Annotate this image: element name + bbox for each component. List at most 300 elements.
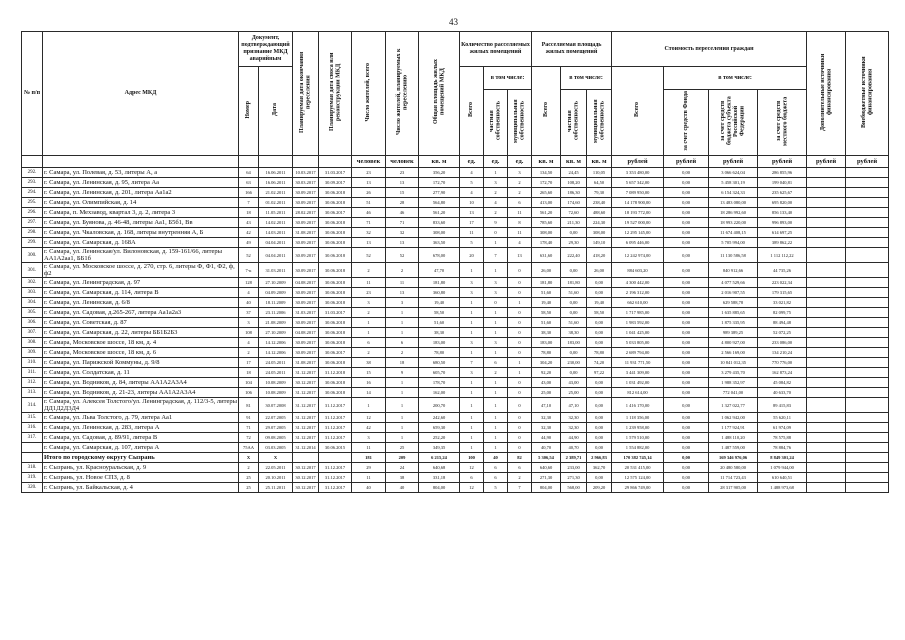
table-cell: 31.12.2017 (293, 388, 319, 398)
address-cell: г. Самара, Московское шоссе, 18 км, д. 4 (43, 338, 239, 348)
table-cell: 32,30 (532, 423, 561, 433)
table-cell: 0,00 (664, 208, 709, 218)
table-row (22, 308, 889, 318)
table-cell (807, 278, 846, 288)
table-cell (807, 208, 846, 218)
address-cell: г. Самара, п. Мехзавод, квартал 3, д. 2, литера 3 (43, 208, 239, 218)
table-cell: 149,10 (587, 238, 612, 248)
table-cell: 199 040,81 (758, 178, 807, 188)
table-cell: 0,00 (664, 463, 709, 473)
table-cell: 42 (239, 228, 259, 238)
table-cell: 51,60 (419, 318, 460, 328)
unit-cell: рублей (846, 156, 889, 168)
table-cell: 31.12.2017 (319, 473, 352, 483)
col-rooms-municipal-header: муниципальная собственность (508, 90, 532, 156)
table-cell: 38,30 (532, 328, 561, 338)
table-cell: 30.09.2017 (293, 263, 319, 278)
col-cost-local-header: за счет средств местного бюджета (758, 90, 807, 156)
table-cell: 1 (484, 388, 508, 398)
table-cell: 32 (352, 228, 386, 238)
table-cell: 614 697,25 (758, 228, 807, 238)
table-cell: 0,00 (664, 178, 709, 188)
table-cell: 72 (239, 433, 259, 443)
col-planned-demolish-header: Планируемая дата сноса или реконструкции МКД (319, 32, 352, 156)
table-cell: 0,00 (561, 298, 587, 308)
row-number-cell: 301. (22, 263, 43, 278)
table-cell: 0,00 (587, 423, 612, 433)
table-cell: 30.06.2018 (319, 378, 352, 388)
table-cell: 58,50 (587, 308, 612, 318)
table-row (22, 358, 889, 368)
table-cell: 0,00 (664, 228, 709, 238)
table-cell: 30.06.2018 (319, 228, 352, 238)
table-cell (807, 168, 846, 178)
table-cell: 31.08.2017 (293, 228, 319, 238)
address-cell: г. Самара, ул. Ленинская, д. 201, литера Аа1а2 (43, 188, 239, 198)
table-cell: 04.08.2017 (293, 278, 319, 288)
table-cell: 1 (484, 348, 508, 358)
table-cell: 4 (484, 198, 508, 208)
table-cell: 51,60 (561, 318, 587, 328)
table-cell: 22.07.2005 (259, 413, 293, 423)
table-cell: 0,00 (587, 443, 612, 453)
table-cell: 28.02.2017 (293, 208, 319, 218)
col-planned-end-header: Планируемая дата окончания переселения (293, 32, 319, 156)
table-cell: 40 (484, 453, 508, 463)
table-cell: 6 (484, 463, 508, 473)
table-cell (846, 358, 889, 368)
table-cell: 18 (386, 358, 419, 368)
table-cell (846, 328, 889, 338)
table-cell: 804,00 (532, 483, 561, 493)
table-cell: 23 (352, 288, 386, 298)
table-cell: 0 (508, 433, 532, 443)
table-cell: 78 884,76 (758, 443, 807, 453)
row-number-cell: 303. (22, 288, 43, 298)
table-row (22, 433, 889, 443)
table-cell: 0,00 (664, 298, 709, 308)
header-row-1 (22, 32, 889, 67)
table-cell: 74,20 (587, 358, 612, 368)
table-cell: 0,00 (587, 413, 612, 423)
table-cell: 3 279 435,70 (709, 368, 758, 378)
table-cell: 12 242 974,00 (612, 248, 664, 263)
table-cell: 2 196 312,00 (612, 288, 664, 298)
table-cell (846, 483, 889, 493)
table-cell: Х (239, 453, 259, 463)
address-cell: г. Самара, ул. Самарская, д. 107, литера А (43, 443, 239, 453)
table-cell: 16 (352, 378, 386, 388)
table-cell: 32,30 (561, 423, 587, 433)
table-cell: 5 (460, 178, 484, 188)
table-cell: 989 389,25 (709, 328, 758, 338)
col-num-header: № п/п (22, 32, 43, 156)
col-cost-incl-header: в том числе: (664, 67, 807, 90)
table-cell: 30.09.2017 (293, 318, 319, 328)
col-area-private-header: частная собственность (561, 90, 587, 156)
table-cell: 6 (386, 338, 419, 348)
table-cell: 7 089 950,00 (612, 188, 664, 198)
table-cell: 10 (460, 198, 484, 208)
table-cell: 181,80 (419, 278, 460, 288)
row-number-cell: 309. (22, 348, 43, 358)
table-cell: 0 (508, 413, 532, 423)
table-cell: 40 633,70 (758, 388, 807, 398)
address-cell: г. Самара, ул. Водников, д. 21-23, литеры АА1А2А3А4 (43, 388, 239, 398)
col-area-total-header: Общая площадь жилых помещений МКД (419, 32, 460, 156)
table-cell: 840 912,66 (709, 263, 758, 278)
table-cell: 58,50 (532, 308, 561, 318)
table-cell: 11 (460, 228, 484, 238)
table-cell (807, 348, 846, 358)
table-cell: 785,60 (532, 218, 561, 228)
table-cell: 20 531 415,00 (612, 463, 664, 473)
table-cell: 91 (239, 413, 259, 423)
table-cell: 5 033 805,00 (612, 338, 664, 348)
table-cell (846, 463, 889, 473)
table-cell: 0,00 (587, 278, 612, 288)
table-cell: 4 077 529,66 (709, 278, 758, 288)
unit-cell (239, 156, 259, 168)
table-cell (846, 338, 889, 348)
table-cell (807, 188, 846, 198)
table-cell: 110,05 (587, 168, 612, 178)
table-cell: 52 (352, 248, 386, 263)
col-cost-group-header: Стоимость переселения граждан (612, 32, 807, 67)
table-cell: 40 (239, 298, 259, 308)
col-cost-subject-header: за счет средств бюджета субъекта Российской Федерации (709, 90, 758, 156)
address-cell: г. Самара, ул. Парижской Коммуны, д. 9/8 (43, 358, 239, 368)
table-cell: 32,30 (532, 413, 561, 423)
table-cell: 640,68 (419, 463, 460, 473)
table-cell: 12 (460, 483, 484, 493)
table-cell: 183,00 (532, 338, 561, 348)
table-cell: 2 (508, 178, 532, 188)
table-cell: 1 (484, 433, 508, 443)
table-cell (807, 423, 846, 433)
table-cell: 349,35 (419, 443, 460, 453)
table-cell: 30.09.2017 (293, 238, 319, 248)
table-cell: 30.06.2017 (319, 208, 352, 218)
table-cell: 10.08.2009 (259, 378, 293, 388)
table-cell: 25,00 (532, 388, 561, 398)
table-cell: 884 603,20 (612, 263, 664, 278)
table-cell (846, 288, 889, 298)
table-cell (846, 188, 889, 198)
table-cell: 2 566 169,00 (709, 348, 758, 358)
row-number-cell: 311. (22, 368, 43, 378)
table-cell: 0,00 (664, 453, 709, 463)
table-cell: 13 (460, 208, 484, 218)
table-cell (846, 433, 889, 443)
col-address-header: Адрес МКД (43, 32, 239, 156)
row-number-cell: 307. (22, 328, 43, 338)
col-rooms-private-header: частная собственность (484, 90, 508, 156)
table-cell: 629 588,78 (709, 298, 758, 308)
table-cell (807, 473, 846, 483)
table-cell: 1 (460, 318, 484, 328)
table-cell: 38,30 (419, 328, 460, 338)
table-cell: 0,00 (587, 338, 612, 348)
table-cell: 1 (460, 433, 484, 443)
table-cell: 1 (484, 443, 508, 453)
table-cell: 0 (508, 378, 532, 388)
table-cell: 11 (352, 443, 386, 453)
table-cell: 72,60 (561, 208, 587, 218)
table-cell (807, 378, 846, 388)
table-cell: 30.06.2015 (319, 443, 352, 453)
resettlement-table (21, 31, 889, 493)
table-cell (807, 228, 846, 238)
table-cell: 04.04.2011 (259, 248, 293, 263)
table-cell: 31.03.2017 (319, 308, 352, 318)
table-cell: 356,20 (419, 168, 460, 178)
table-cell: 0,00 (587, 388, 612, 398)
unit-cell: кв. м (561, 156, 587, 168)
table-cell: 0 (508, 263, 532, 278)
row-number-cell: 294. (22, 188, 43, 198)
table-cell: 1 (484, 168, 508, 178)
table-cell (846, 368, 889, 378)
table-cell: 13 (352, 238, 386, 248)
unit-cell: рублей (709, 156, 758, 168)
row-number-cell: 319. (22, 473, 43, 483)
table-cell (846, 278, 889, 288)
table-cell: 12 (460, 463, 484, 473)
table-cell: 30.06.2018 (319, 358, 352, 368)
table-cell: 9 (484, 218, 508, 228)
table-cell: 308,00 (532, 228, 561, 238)
table-cell: 104 (239, 378, 259, 388)
table-cell: 89 415,83 (758, 398, 807, 413)
table-cell: 44,90 (532, 433, 561, 443)
table-cell: 2 (484, 208, 508, 218)
table-cell: 11 714 723,43 (709, 473, 758, 483)
table-cell: 82 099,75 (758, 308, 807, 318)
table-cell: 610 640,51 (758, 473, 807, 483)
table-cell: 1 487 559,00 (709, 443, 758, 453)
table-cell: 1 (460, 328, 484, 338)
table-cell: 10.08.2009 (259, 388, 293, 398)
table-cell: 22.05.2011 (259, 463, 293, 473)
table-cell: 82 (508, 453, 532, 463)
table-cell: Х (259, 453, 293, 463)
table-cell: 3 (352, 298, 386, 308)
table-cell: 233,00 (561, 463, 587, 473)
table-row (22, 278, 889, 288)
table-cell: 1 (460, 388, 484, 398)
table-cell (846, 198, 889, 208)
table-cell: 29,30 (561, 238, 587, 248)
table-cell: 31.12.2017 (319, 463, 352, 473)
table-cell: 14.03.2011 (259, 228, 293, 238)
table-cell: 31.12.2017 (319, 433, 352, 443)
table-cell: 13 (386, 238, 419, 248)
table-cell: 0 (484, 298, 508, 308)
table-cell: 605,70 (419, 368, 460, 378)
table-cell: 1 (460, 398, 484, 413)
table-row (22, 248, 889, 263)
table-cell: 2 (484, 188, 508, 198)
table-cell: 29.07.2005 (259, 423, 293, 433)
address-cell: г. Самара, ул. Ленинская, д. 6/8 (43, 298, 239, 308)
table-cell: 1 (386, 308, 419, 318)
table-cell: 5 705 994,00 (709, 238, 758, 248)
table-cell: 12 (352, 413, 386, 423)
table-cell: 1 062 942,00 (709, 413, 758, 423)
unit-cell: человек (386, 156, 419, 168)
table-cell (807, 298, 846, 308)
table-cell: 43,00 (561, 378, 587, 388)
table-cell: 178,70 (419, 378, 460, 388)
table-cell: 304,20 (532, 358, 561, 368)
table-cell: 1 (352, 318, 386, 328)
table-cell: 230,00 (561, 358, 587, 368)
table-cell: 11 (508, 208, 532, 218)
table-cell: 21.02.2011 (259, 188, 293, 198)
table-cell: 1 416 170,00 (612, 398, 664, 413)
table-cell (846, 168, 889, 178)
table-cell: 680,50 (419, 358, 460, 368)
table-cell: 30.09.2017 (293, 288, 319, 298)
table-cell: 561,20 (419, 208, 460, 218)
table-cell: 286 855,96 (758, 168, 807, 178)
table-cell: 1 079 944,00 (758, 463, 807, 473)
table-cell (807, 483, 846, 493)
table-cell: 7-к (239, 263, 259, 278)
table-cell: 169 346 976,06 (709, 453, 758, 463)
table-cell: 04.04.2011 (259, 238, 293, 248)
table-cell: 30.06.2018 (319, 238, 352, 248)
table-cell: 71 (239, 423, 259, 433)
table-cell: 24,45 (561, 168, 587, 178)
unit-cell (293, 156, 319, 168)
table-cell: 4 (508, 238, 532, 248)
table-cell: 1 (484, 423, 508, 433)
table-cell: 5 306,54 (532, 453, 561, 463)
table-cell: 38,30 (561, 328, 587, 338)
table-cell: 331,18 (419, 473, 460, 483)
table-cell: 1 (460, 378, 484, 388)
table-cell: 0 (508, 398, 532, 413)
table-row (22, 318, 889, 328)
table-cell: 1 118 356,00 (612, 413, 664, 423)
table-cell: 1 (460, 263, 484, 278)
table-cell: 30.09.2017 (293, 188, 319, 198)
table-cell: 51,60 (561, 288, 587, 298)
row-number-cell: 296. (22, 208, 43, 218)
table-cell: 1 (386, 378, 419, 388)
table-cell: 179 315,65 (758, 288, 807, 298)
table-cell (846, 318, 889, 328)
col-cost-total-header: Всего (612, 67, 664, 156)
table-cell: 30.06.2018 (319, 298, 352, 308)
table-cell: 11 (352, 278, 386, 288)
table-cell: 233 086,00 (758, 338, 807, 348)
table-cell: 55 620,11 (758, 413, 807, 423)
table-cell: 30.06.2018 (319, 288, 352, 298)
table-cell: 31.03.2017 (319, 168, 352, 178)
table-cell: 30.09.2017 (293, 248, 319, 263)
table-cell: 33 021,82 (758, 298, 807, 308)
table-row (22, 338, 889, 348)
table-cell: 1 875 335,95 (709, 318, 758, 328)
table-cell: 0 (508, 338, 532, 348)
table-cell (807, 433, 846, 443)
table-cell: 1 488 973,68 (758, 483, 807, 493)
row-number-cell: 300. (22, 248, 43, 263)
table-cell: 26,00 (532, 263, 561, 278)
table-cell: 3 (386, 298, 419, 308)
table-cell: 40,70 (561, 443, 587, 453)
table-cell: 166 (239, 188, 259, 198)
table-cell (807, 218, 846, 228)
unit-cell: кв. м (587, 156, 612, 168)
table-cell: 1 041 425,00 (612, 328, 664, 338)
table-cell: 0,00 (561, 368, 587, 378)
table-cell: 38 (386, 473, 419, 483)
row-number-cell: 295. (22, 198, 43, 208)
table-cell: 0,00 (664, 398, 709, 413)
table-cell: 100 (460, 453, 484, 463)
table-cell: 19 527 000,00 (612, 218, 664, 228)
table-cell: 1 (484, 328, 508, 338)
table-cell: 1 988 352,97 (709, 378, 758, 388)
address-cell: г. Самара, ул. Полевая, д. 53, литеры А, а (43, 168, 239, 178)
table-cell: 18 (239, 208, 259, 218)
table-cell: 17 (239, 358, 259, 368)
table-cell: 29 866 749,00 (612, 483, 664, 493)
table-cell: 21.08.2009 (259, 318, 293, 328)
table-cell: 362,70 (587, 463, 612, 473)
table-cell: 812 614,00 (612, 388, 664, 398)
table-cell: 30.06.2018 (319, 263, 352, 278)
table-cell: 3 (460, 278, 484, 288)
table-cell: 4 (239, 338, 259, 348)
table-cell: 51,60 (532, 318, 561, 328)
table-cell: 0,00 (664, 358, 709, 368)
table-cell: 0,00 (664, 318, 709, 328)
table-cell: 30.09.2017 (293, 338, 319, 348)
table-cell: 2 (484, 368, 508, 378)
table-cell: 6 (484, 473, 508, 483)
table-cell: 678,00 (419, 248, 460, 263)
table-cell (807, 248, 846, 263)
table-cell: 0,00 (664, 188, 709, 198)
table-cell: 31.12.2018 (319, 368, 352, 378)
table-cell: 209 (386, 453, 419, 463)
table-cell: 0,00 (664, 248, 709, 263)
table-cell: 0 (508, 388, 532, 398)
table-cell: 40 (386, 483, 419, 493)
table-cell: 0,00 (587, 328, 612, 338)
table-cell (846, 228, 889, 238)
table-cell: 11 674 408,15 (709, 228, 758, 238)
table-cell: 389 862,22 (758, 238, 807, 248)
table-cell: 30.06.2018 (319, 328, 352, 338)
table-cell: 1 (460, 413, 484, 423)
table-cell: 31.08.2017 (293, 358, 319, 368)
table-cell: 30.06.2018 (319, 278, 352, 288)
table-cell: 6 (508, 463, 532, 473)
address-cell: г. Самара, ул. Самарская, д. 114, литера В (43, 288, 239, 298)
address-cell: г. Самара, ул. Ленинская, д. 283, литера А (43, 423, 239, 433)
table-cell: 271,30 (532, 473, 561, 483)
table-cell: 75АА (239, 443, 259, 453)
row-number-cell: 313. (22, 388, 43, 398)
table-cell: 0,00 (664, 288, 709, 298)
col-area-sum-header: Всего (532, 67, 561, 156)
